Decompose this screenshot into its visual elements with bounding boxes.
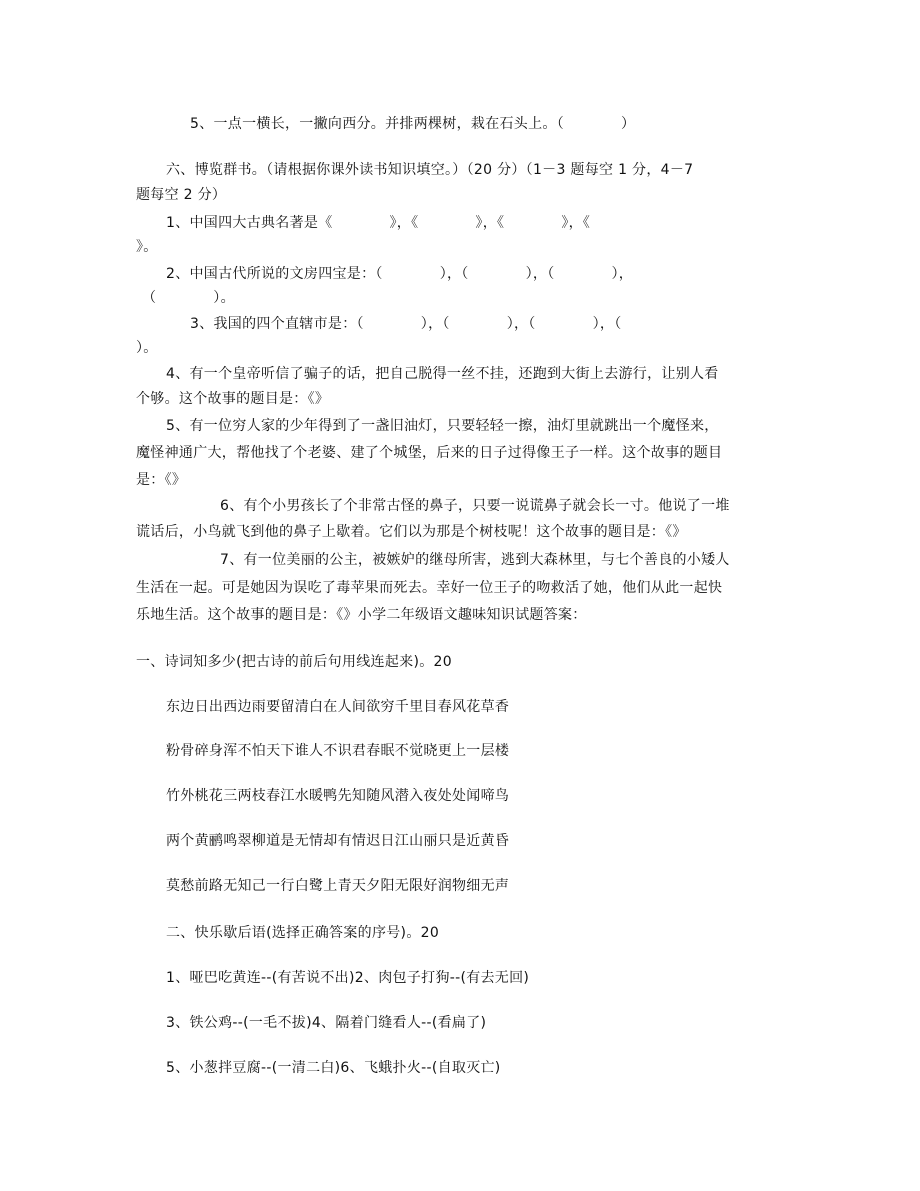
question-1-cont: 》。: [136, 239, 158, 255]
question-1: 1、中国四大古典名著是《 》，《 》，《 》，《: [166, 215, 591, 231]
question-2: 2、中国古代所说的文房四宝是：（ ），（ ），（ ），: [166, 266, 634, 282]
riddle-question-5: 5、一点一横长，一撇向西分。并排两棵树，栽在石头上。（ ）: [190, 116, 636, 132]
question-4-cont: 个够。这个故事的题目是：《》: [136, 391, 330, 407]
poem-line-5: 莫愁前路无知己一行白鹭上青天夕阳无限好润物细无声: [166, 878, 510, 894]
question-6-cont: 谎话后，小鸟就飞到他的鼻子上歇着。它们以为那是个树枝呢！这个故事的题目是：《》: [136, 524, 687, 540]
question-5-cont: 魔怪神通广大，帮他找了个老婆、建了个城堡，后来的日子过得像王子一样。这个故事的题目: [136, 445, 723, 461]
question-7-cont2: 乐地生活。这个故事的题目是：《》小学二年级语文趣味知识试题答案：: [136, 607, 587, 623]
poem-line-4: 两个黄鹂鸣翠柳道是无情却有情迟日江山丽只是近黄昏: [166, 833, 510, 849]
question-6: 6、有个小男孩长了个非常古怪的鼻子，只要一说谎鼻子就会长一寸。他说了一堆: [220, 498, 730, 514]
question-2-cont: （ ）。: [142, 290, 235, 306]
question-7: 7、有一位美丽的公主，被嫉妒的继母所害，逃到大森林里，与七个善良的小矮人: [220, 552, 730, 568]
section-six-heading: 六、博览群书。（请根据你课外读书知识填空。）（20 分）（1－3 题每空 1 分，4－7: [166, 162, 694, 178]
answer-section-two-heading: 二、快乐歇后语(选择正确答案的序号)。20: [166, 925, 440, 941]
answer-section-one-heading: 一、诗词知多少(把古诗的前后句用线连起来)。20: [136, 654, 452, 670]
poem-line-1: 东边日出西边雨要留清白在人间欲穷千里目春风花草香: [166, 699, 510, 715]
question-4: 4、有一个皇帝听信了骗子的话，把自己脱得一丝不挂，还跑到大街上去游行，让别人看: [166, 366, 719, 382]
question-7-cont: 生活在一起。可是她因为误吃了毒苹果而死去。幸好一位王子的吻救活了她，他们从此一起快: [136, 580, 723, 596]
question-5-cont2: 是：《》: [136, 472, 187, 488]
xiehouyu-line-1: 1、哑巴吃黄连--(有苦说不出)2、肉包子打狗--(有去无回): [166, 970, 530, 986]
section-six-heading-cont: 题每空 2 分）: [136, 187, 227, 203]
poem-line-3: 竹外桃花三两枝春江水暖鸭先知随风潜入夜处处闻啼鸟: [166, 788, 510, 804]
question-5: 5、有一位穷人家的少年得到了一盏旧油灯，只要轻轻一擦，油灯里就跳出一个魔怪来，: [166, 418, 719, 434]
question-3: 3、我国的四个直辖市是：（ ），（ ），（ ），（: [190, 316, 622, 332]
xiehouyu-line-2: 3、铁公鸡--(一毛不拔)4、隔着门缝看人--(看扁了): [166, 1015, 487, 1031]
question-3-cont: ）。: [136, 340, 158, 356]
xiehouyu-line-3: 5、小葱拌豆腐--(一清二白)6、飞蛾扑火--(自取灭亡): [166, 1060, 501, 1076]
poem-line-2: 粉骨碎身浑不怕天下谁人不识君春眠不觉晓更上一层楼: [166, 743, 510, 759]
